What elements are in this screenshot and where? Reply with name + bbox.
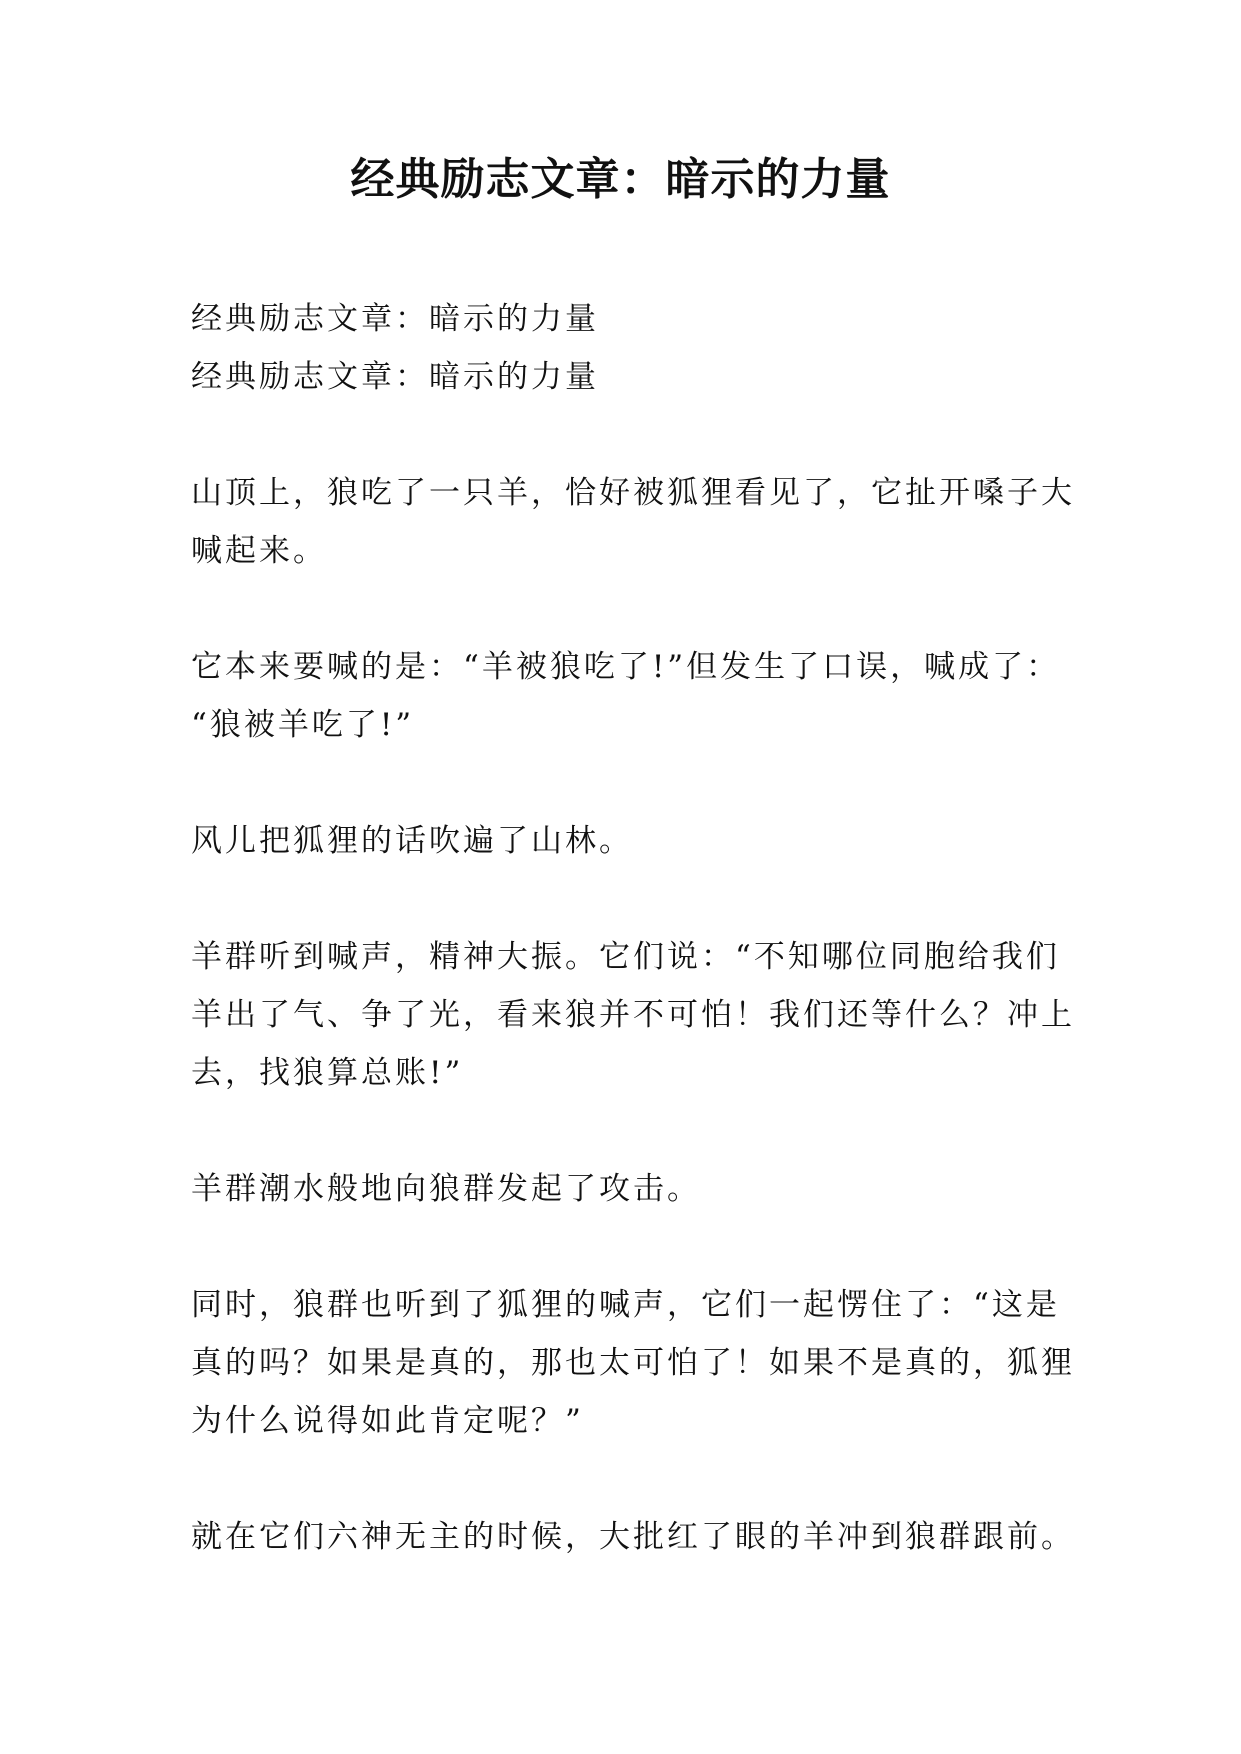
document-body xyxy=(191,290,1075,1566)
paragraph-gap xyxy=(191,1450,1071,1508)
document-title: 经典励志文章：暗示的力量 xyxy=(350,154,891,205)
subtitle-line: 经典励志文章：暗示的力量 xyxy=(191,359,599,395)
paragraph-gap xyxy=(191,406,1071,464)
paragraph-line: 山顶上，狼吃了一只羊，恰好被狐狸看见了，它扯开嗓子大 xyxy=(191,475,1075,511)
paragraph-5 xyxy=(191,1160,1071,1218)
paragraph-1 xyxy=(191,464,1075,580)
paragraph-gap xyxy=(191,754,1071,812)
paragraph-line: 去，找狼算总账!” xyxy=(191,1055,464,1091)
paragraph-line: 羊群潮水般地向狼群发起了攻击。 xyxy=(191,1171,701,1207)
paragraph-gap xyxy=(191,1218,1071,1276)
paragraph-line: 同时，狼群也听到了狐狸的喊声，它们一起愣住了：“这是 xyxy=(191,1287,1060,1323)
paragraph-4 xyxy=(191,928,1075,1102)
paragraph-line: 为什么说得如此肯定呢？” xyxy=(191,1403,584,1439)
paragraph-line: 它本来要喊的是：“羊被狼吃了!”但发生了口误，喊成了： xyxy=(191,649,1061,685)
paragraph-line: 就在它们六神无主的时候，大批红了眼的羊冲到狼群跟前。 xyxy=(191,1519,1075,1555)
subtitle-line: 经典励志文章：暗示的力量 xyxy=(191,301,599,337)
paragraph-gap xyxy=(191,1102,1071,1160)
paragraph-gap xyxy=(191,580,1071,638)
paragraph-line: “狼被羊吃了!” xyxy=(191,707,415,743)
paragraph-6 xyxy=(191,1276,1075,1450)
paragraph-line: 羊群听到喊声，精神大振。它们说：“不知哪位同胞给我们 xyxy=(191,939,1060,975)
paragraph-2 xyxy=(191,638,1071,754)
paragraph-line: 喊起来。 xyxy=(191,533,327,569)
paragraph-3 xyxy=(191,812,1071,870)
paragraph-line: 风儿把狐狸的话吹遍了山林。 xyxy=(191,823,633,859)
paragraph-gap xyxy=(191,870,1071,928)
paragraph-line: 羊出了气、争了光，看来狼并不可怕！我们还等什么？冲上 xyxy=(191,997,1075,1033)
paragraph-line: 真的吗？如果是真的，那也太可怕了！如果不是真的，狐狸 xyxy=(191,1345,1075,1381)
paragraph-7 xyxy=(191,1508,1075,1566)
